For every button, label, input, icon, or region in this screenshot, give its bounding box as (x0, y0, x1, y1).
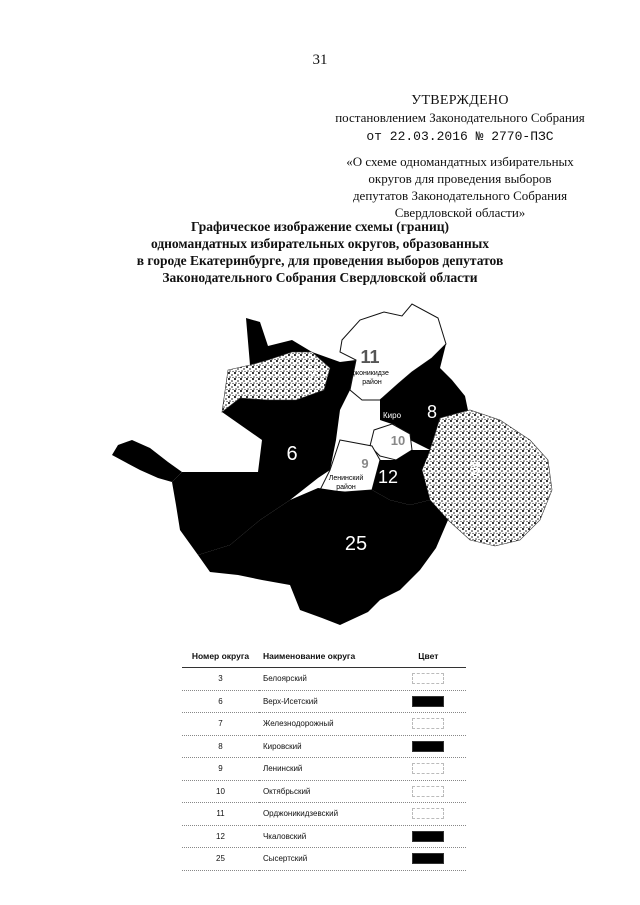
district-label-6: 6 (286, 443, 298, 465)
area-label-ordzhonikidzevsky-2: район (362, 379, 382, 386)
legend-row (182, 825, 466, 848)
legend-name: Верх-Исетский (259, 690, 391, 713)
color-swatch (412, 718, 444, 729)
legend-row (182, 780, 466, 803)
legend-row (182, 803, 466, 826)
legend-number: 8 (182, 735, 259, 758)
color-swatch (412, 786, 444, 797)
legend-header-color: Цвет (391, 645, 466, 668)
district-map (60, 300, 580, 640)
district-label-12: 12 (377, 467, 399, 487)
color-swatch (412, 853, 444, 864)
legend-name: Белоярский (259, 668, 391, 691)
legend-number: 3 (182, 668, 259, 691)
document-title (60, 218, 580, 286)
district-label-9: 9 (361, 456, 369, 471)
title-line: Законодательного Собрания Свердловской области (162, 270, 478, 285)
approval-block (330, 92, 590, 221)
legend-header-row (182, 645, 466, 668)
legend-name: Сысертский (259, 848, 391, 871)
district-label-7: 7 (306, 366, 318, 386)
area-label-leninsky-2: район (336, 484, 356, 491)
title-line: Графическое изображение схемы (границ) (190, 219, 450, 234)
legend-name: Кировский (259, 735, 391, 758)
color-swatch (412, 696, 444, 707)
color-swatch (412, 808, 444, 819)
legend-number: 10 (182, 780, 259, 803)
approval-topic-line: Свердловской области» (394, 205, 526, 220)
district-label-25: 25 (344, 533, 368, 555)
legend-row (182, 848, 466, 871)
area-label-leninsky: Ленинский (328, 475, 364, 482)
color-swatch (412, 741, 444, 752)
legend-header-number: Номер округа (182, 645, 259, 668)
legend-number: 7 (182, 713, 259, 736)
color-swatch (412, 763, 444, 774)
legend-number: 11 (182, 803, 259, 826)
legend-row (182, 690, 466, 713)
legend-number: 6 (182, 690, 259, 713)
area-label-ordzhonikidzevsky: Орджоникидзе (341, 370, 389, 377)
legend-table (182, 645, 466, 871)
legend-name: Октябрьский (259, 780, 391, 803)
district-label-11: 11 (360, 347, 380, 367)
legend-row (182, 758, 466, 781)
legend-name: Железнодорожный (259, 713, 391, 736)
title-line: одномандатных избирательных округов, образованных (150, 236, 490, 251)
area-label-kirovsky: Киро (382, 411, 402, 420)
legend-header-name: Наименование округа (259, 645, 391, 668)
legend-row (182, 668, 466, 691)
approval-topic-line: «О схеме одномандатных избирательных (346, 154, 574, 169)
page-number: 31 (312, 52, 328, 68)
legend-name: Чкаловский (259, 825, 391, 848)
approval-date-number: от 22.03.2016 № 2770-ПЗС (366, 129, 554, 144)
approval-topic-line: депутатов Законодательного Собрания (352, 188, 568, 203)
legend-number: 25 (182, 848, 259, 871)
district-label-8: 8 (426, 402, 438, 422)
color-swatch (412, 673, 444, 684)
district-label-10: 10 (390, 433, 406, 448)
approval-line: постановлением Законодательного Собрания (335, 110, 585, 125)
district-label-3: 3 (469, 459, 481, 479)
legend-number: 12 (182, 825, 259, 848)
legend-row (182, 735, 466, 758)
district-6-western-tail (112, 440, 182, 482)
legend-name: Орджоникидзевский (259, 803, 391, 826)
approval-heading: УТВЕРЖДЕНО (411, 93, 509, 108)
approval-topic-line: округов для проведения выборов (368, 171, 552, 186)
legend-row (182, 713, 466, 736)
title-line: в городе Екатеринбурге, для проведения выборов депутатов (136, 253, 504, 268)
legend-name: Ленинский (259, 758, 391, 781)
legend-number: 9 (182, 758, 259, 781)
color-swatch (412, 831, 444, 842)
